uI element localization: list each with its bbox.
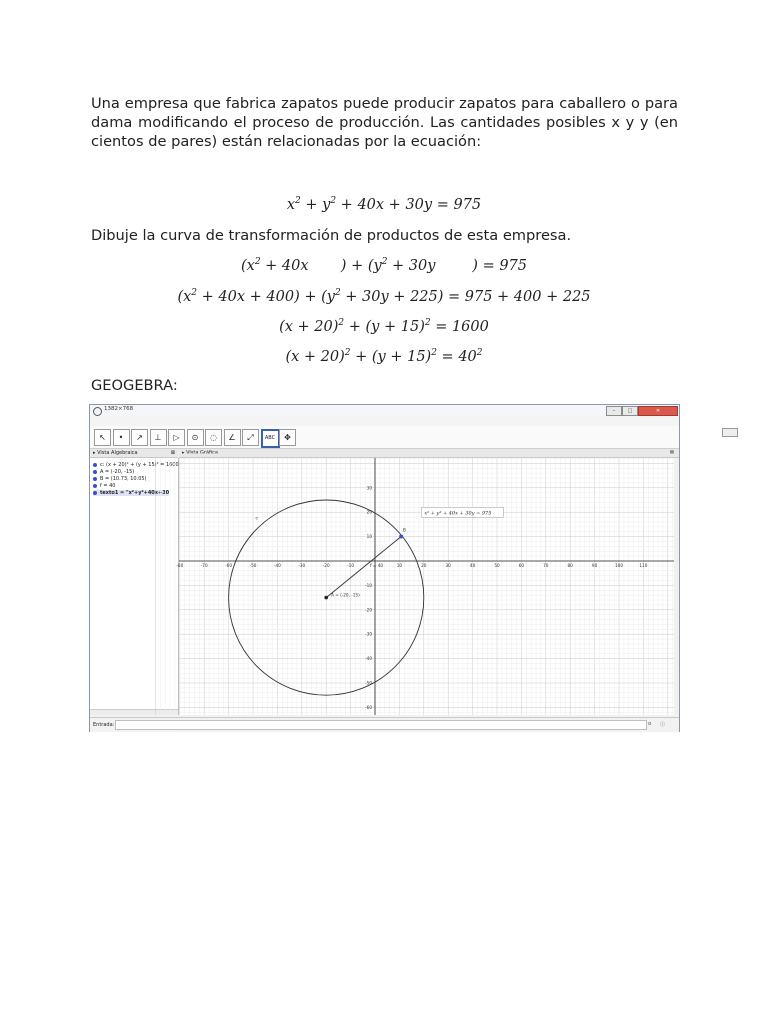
geogebra-heading: GEOGEBRA: (91, 377, 178, 394)
move-tool-icon[interactable]: ↖ (94, 429, 111, 446)
x-tick-label: 10 (396, 563, 403, 568)
polygon-tool-icon[interactable]: ▷ (168, 429, 185, 446)
y-tick-label: 20 (366, 509, 372, 515)
minimize-button[interactable]: – (606, 406, 622, 416)
point-a-label: A = (-20, -15) (331, 592, 360, 598)
app-icon (93, 407, 102, 416)
y-tick-label: -10 (365, 582, 372, 588)
text-tool-icon[interactable]: ABC (261, 429, 280, 448)
point-b (399, 534, 403, 538)
equation-grouping: ($x^2 + 40x$ ) + ($y^2 + 30y$ ) = 975 (240, 257, 528, 274)
algebra-item-text: B = (10.73, 10.05) (100, 476, 147, 482)
x-tick-label: 60 (518, 563, 525, 568)
x-tick-label: 110 (639, 563, 648, 568)
x-tick-label: -70 (200, 563, 208, 568)
point-b-label: B (403, 527, 406, 533)
x-tick-label: 100 (615, 563, 623, 568)
algebra-item-text: texto1 = "x²+y²+40x+30 (100, 490, 170, 496)
visibility-toggle-icon[interactable] (93, 491, 97, 495)
algebra-item-text: f = 40 (100, 483, 116, 489)
algebra-item[interactable] (93, 469, 134, 475)
equation-complete-square: $(x^2 + 40x + 400) + (y^2 + 30y + 225) = 975 + 400 + 225$ (177, 288, 591, 305)
radius-segment (326, 536, 401, 597)
equation-text: x² + y² + 40x + 30y = 975 (424, 510, 492, 517)
algebra-item[interactable] (93, 490, 169, 496)
algebra-item-text: c: (x + 20)² + (y + 15)² = 1600 (100, 462, 179, 468)
x-tick-label: -40 (273, 563, 281, 568)
task-prompt: Dibuje la curva de transformación de productos de esta empresa. (91, 227, 572, 244)
toolbar (90, 426, 679, 449)
curve-label: c (255, 516, 258, 522)
y-tick-label: -30 (365, 631, 372, 637)
x-tick-label: 70 (543, 563, 549, 568)
input-label: Entrada: (93, 722, 115, 728)
x-tick-label: -30 (298, 563, 306, 568)
x-tick-label: 80 (567, 563, 573, 568)
visibility-toggle-icon[interactable] (93, 470, 97, 474)
menu-bar (90, 417, 679, 426)
x-tick-label: -10 (347, 563, 355, 568)
y-tick-label: -60 (365, 704, 372, 710)
x-tick-label: 20 (421, 563, 427, 568)
close-panel-icon[interactable]: ⊠ (669, 450, 674, 456)
input-bar (90, 717, 679, 732)
close-button[interactable]: ✕ (638, 406, 678, 416)
x-tick-label: -60 (225, 563, 233, 568)
x-tick-label: 40 (469, 563, 476, 568)
algebra-view-title: Vista Algebraica (97, 450, 138, 456)
x-tick-label: -80 (176, 563, 184, 568)
perpendicular-tool-icon[interactable]: ⊥ (150, 429, 167, 446)
algebra-item[interactable] (93, 462, 179, 468)
y-tick-label: -50 (365, 680, 372, 686)
angle-tool-icon[interactable]: ∠ (224, 429, 241, 446)
geogebra-window (89, 404, 680, 732)
undo-icon[interactable] (722, 428, 738, 437)
visibility-toggle-icon[interactable] (93, 477, 97, 481)
y-tick-label: 10 (366, 534, 372, 540)
y-tick-label: 30 (366, 485, 372, 491)
visibility-toggle-icon[interactable] (93, 484, 97, 488)
close-panel-icon[interactable]: ⊠ (170, 450, 175, 456)
point-a (324, 596, 328, 600)
equation-circle-radius: $(x + 20)^2 + (y + 15)^2 = 40^2$ (285, 348, 483, 365)
move-graphics-view-icon[interactable]: ✥ (279, 429, 296, 446)
y-tick-label: -40 (365, 656, 372, 662)
x-tick-label: 90 (591, 563, 598, 568)
graphics-canvas[interactable] (176, 458, 679, 715)
vertical-scrollbar (674, 458, 679, 715)
line-tool-icon[interactable]: ↗ (131, 429, 148, 446)
circle-tool-icon[interactable]: ⊙ (187, 429, 204, 446)
algebra-view-header: ▸ Vista Algebraica ⊠ (90, 449, 178, 458)
visibility-toggle-icon[interactable] (93, 463, 97, 467)
input-field[interactable] (115, 720, 647, 730)
equation-original: $x^2 + y^2 + 40x + 30y = 975$ (286, 196, 482, 213)
graphics-view-header: ▸ Vista Gráfica ⊠ (179, 449, 679, 458)
algebra-view (90, 458, 179, 715)
algebra-item-text: A = (-20, -15) (100, 469, 135, 475)
window-title: 1382×768 (104, 406, 134, 412)
problem-statement: Una empresa que fabrica zapatos puede producir zapatos para caballero o para dama modificando el proceso de producción. Las cantidades posibles x y y (en cientos de pares) están relacionadas por la ecuación: (91, 95, 678, 150)
graphics-view-title: Vista Gráfica (186, 450, 218, 456)
reflect-tool-icon[interactable]: ⤢ (242, 429, 259, 446)
x-tick-label: 50 (494, 563, 500, 568)
window-titlebar (90, 405, 679, 417)
graphics-view[interactable] (176, 458, 679, 715)
point-tool-icon[interactable]: • (113, 429, 130, 446)
help-icon[interactable]: ⓘ (660, 722, 666, 728)
radius-label: f = 40 (370, 563, 384, 569)
equation-circle-1600: $(x + 20)^2 + (y + 15)^2 = 1600$ (279, 318, 489, 335)
x-tick-label: 30 (445, 563, 451, 568)
algebra-item[interactable] (93, 476, 147, 482)
maximize-button[interactable]: □ (622, 406, 638, 416)
algebra-item[interactable] (93, 483, 116, 489)
horizontal-scrollbar[interactable] (90, 709, 178, 715)
alpha-icon[interactable]: α (648, 721, 652, 727)
y-tick-label: -20 (365, 607, 372, 613)
x-tick-label: -50 (249, 563, 257, 568)
x-tick-label: -20 (322, 563, 330, 568)
conic-tool-icon[interactable]: ◌ (205, 429, 222, 446)
